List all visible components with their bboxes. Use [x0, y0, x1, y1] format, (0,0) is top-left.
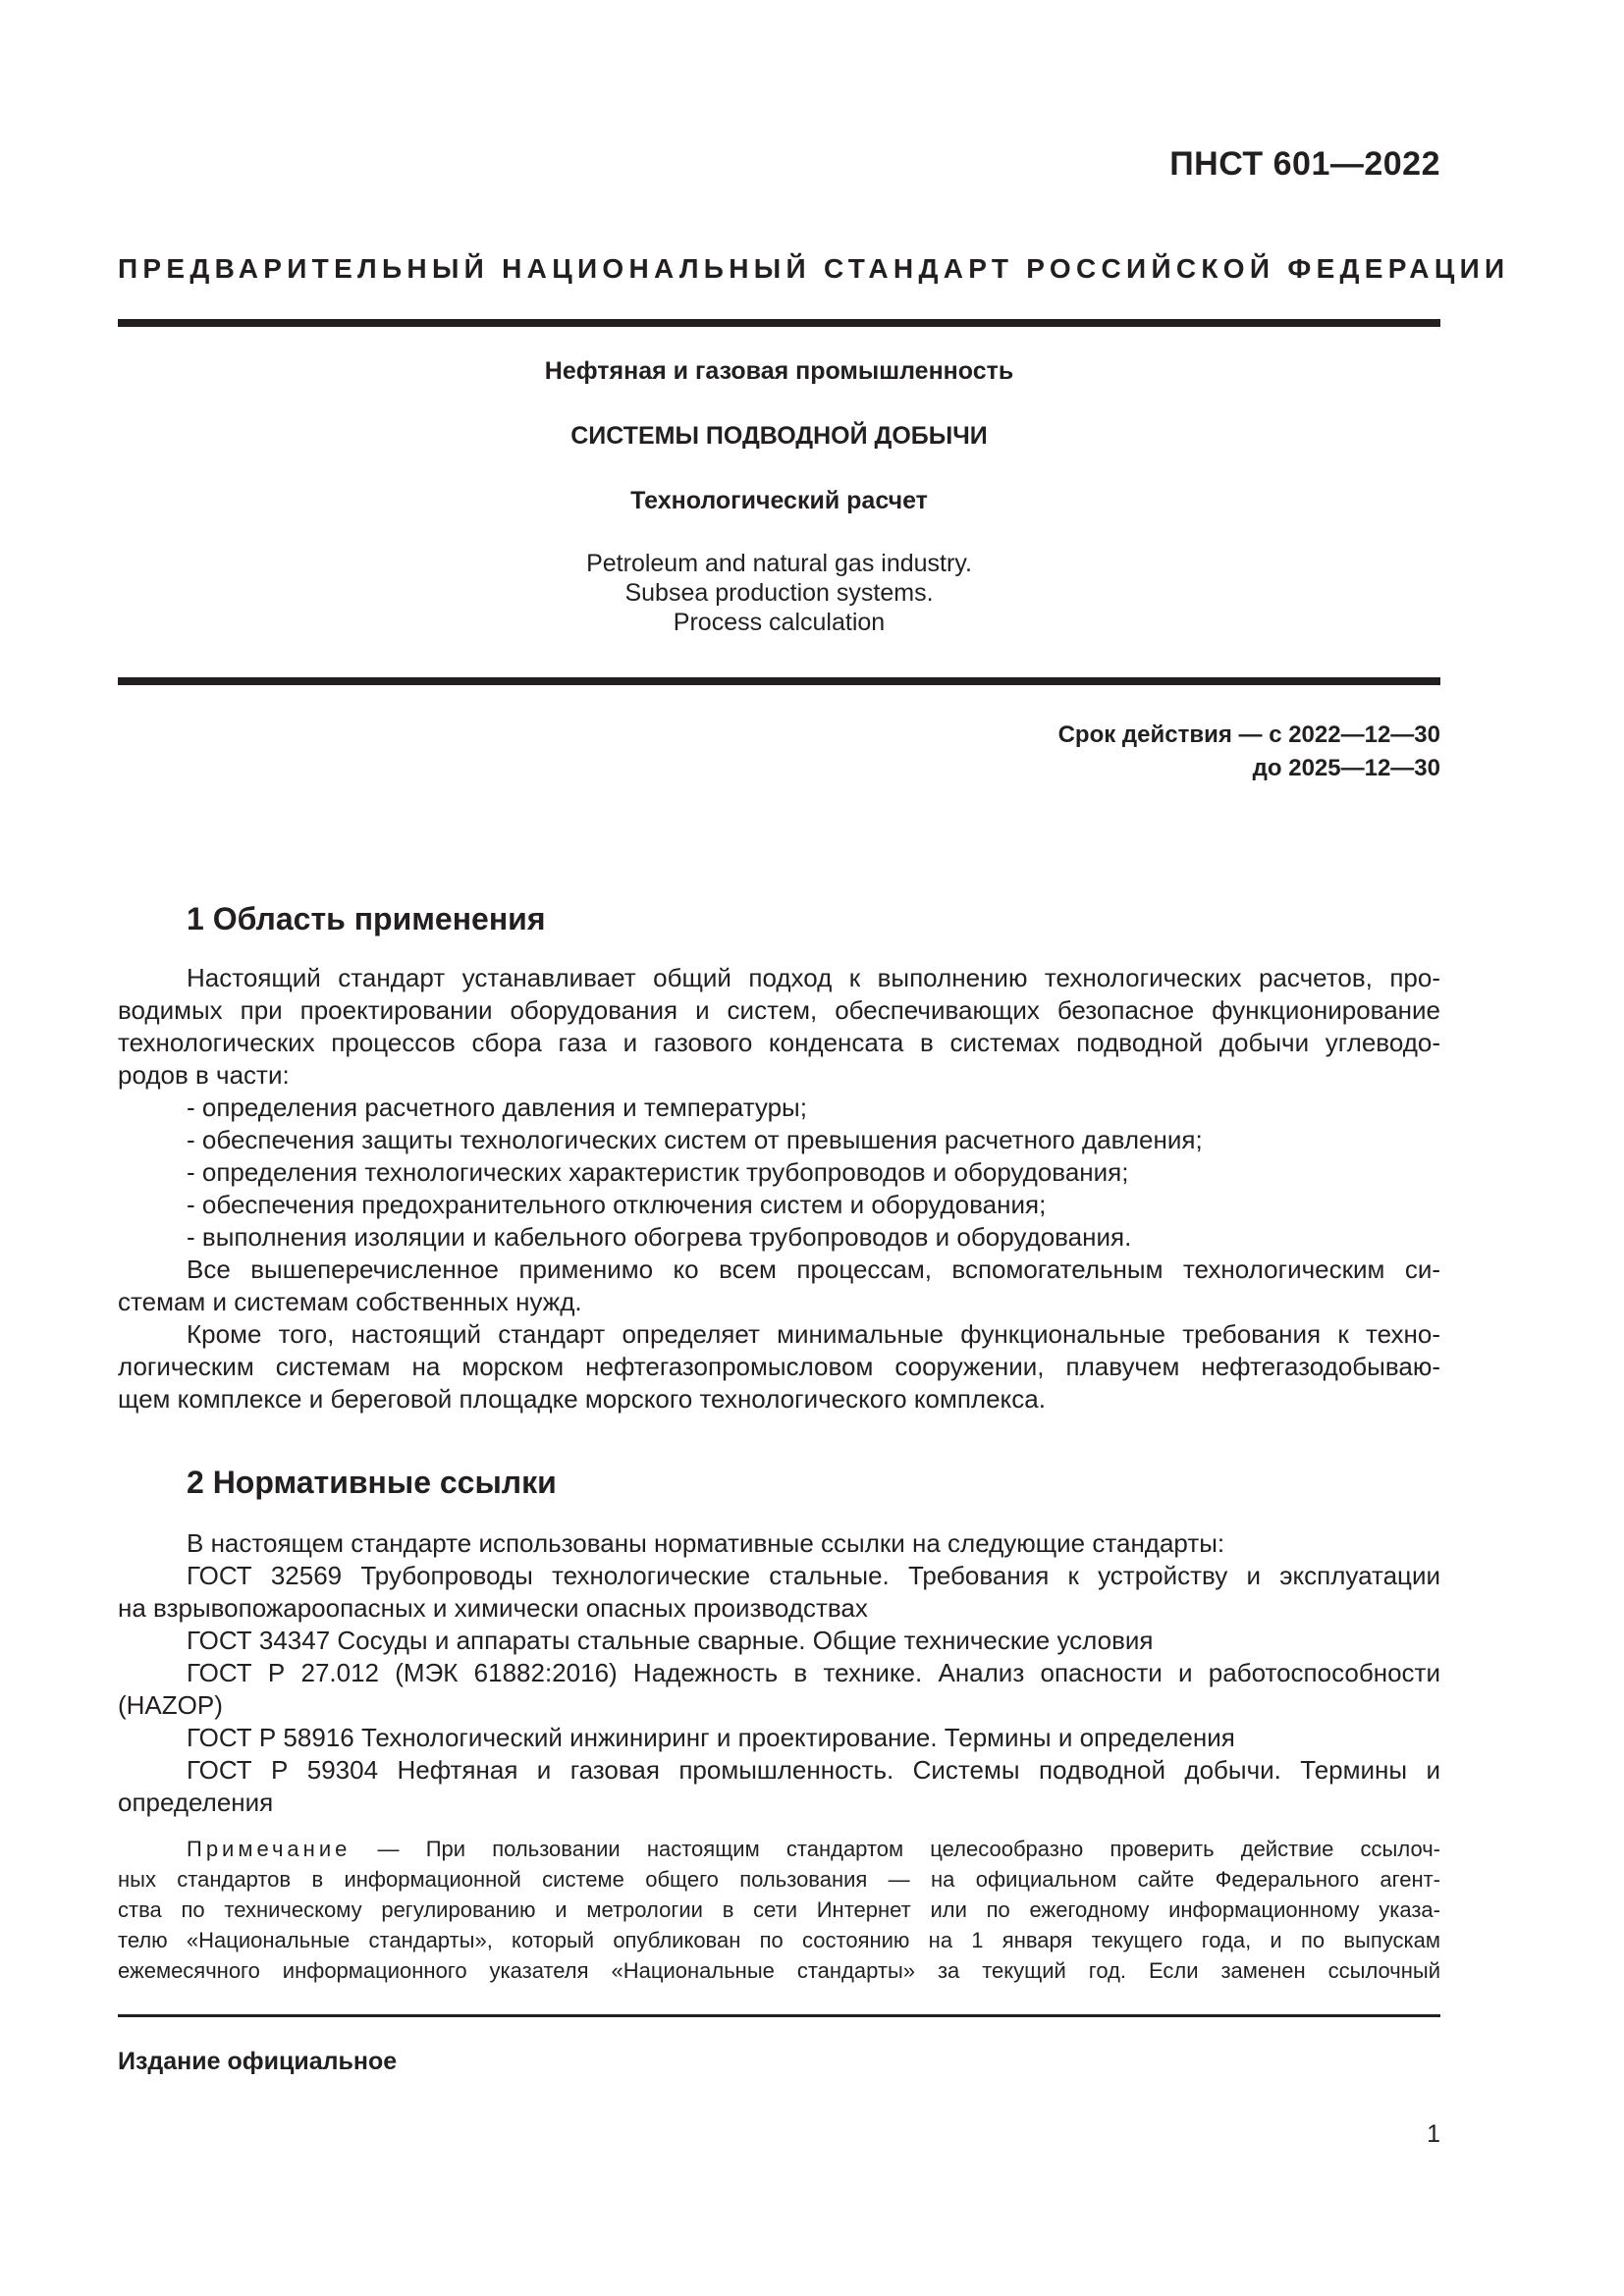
validity-to: до 2025—12—30 — [1252, 755, 1440, 781]
list-item: - обеспечения защиты технологических систем от превышения расчетного давления; — [187, 1125, 1203, 1154]
paragraph-line: родов в части: — [118, 1060, 290, 1090]
reference-line: (HAZOP) — [118, 1690, 223, 1720]
reference-line: ГОСТ 32569 Трубопроводы технологические стальные. Требования к устройству и эксплуатации — [187, 1561, 1440, 1590]
english-title-line: Subsea production systems. — [624, 579, 934, 607]
list-item: - обеспечения предохранительного отключения систем и оборудования; — [187, 1190, 1047, 1219]
paragraph-line: стемам и системам собственных нужд. — [118, 1287, 582, 1316]
paragraph-line: водимых при проектировании оборудования и систем, обеспечивающих безопасное функционирование — [118, 995, 1440, 1025]
section-scope-body — [118, 962, 1440, 1415]
reference-line: ГОСТ 34347 Сосуды и аппараты стальные сварные. Общие технические условия — [187, 1626, 1154, 1655]
section-heading-scope: 1 Область применения — [187, 901, 546, 936]
english-title-line: Petroleum and natural gas industry. — [586, 550, 972, 577]
page-number: 1 — [1427, 2120, 1440, 2148]
list-item: - определения технологических характеристик трубопроводов и оборудования; — [187, 1157, 1129, 1187]
standard-designation: ПНСТ 601—2022 — [1169, 145, 1440, 183]
header-rule — [118, 319, 1440, 327]
note-line: ства по техническому регулированию и метрологии в сети Интернет или по ежегодному информационному указа- — [118, 1897, 1440, 1922]
reference-line: определения — [118, 1788, 274, 1817]
note-label: Примечание — [187, 1837, 352, 1861]
official-edition-label: Издание официальное — [118, 2048, 398, 2075]
paragraph-line: логическим системам на морском нефтегазопромысловом сооружении, плавучем нефтегазодобываю- — [118, 1352, 1440, 1381]
validity-period — [1058, 719, 1440, 785]
note-text: — При пользовании настоящим стандартом целесообразно проверить действие ссылоч- — [377, 1837, 1440, 1861]
subtitle: Технологический расчет — [630, 487, 928, 514]
note-block — [118, 1834, 1440, 1986]
note-line: ежемесячного информационного указателя «Национальные стандарты» за текущий год. Если заменен ссылочный — [118, 1958, 1440, 1983]
list-item: - определения расчетного давления и температуры; — [187, 1093, 807, 1122]
reference-line: ГОСТ Р 58916 Технологический инжиниринг и проектирование. Термины и определения — [187, 1723, 1235, 1752]
section-heading-references: 2 Нормативные ссылки — [187, 1465, 557, 1500]
validity-from: Срок действия — с 2022—12—30 — [1057, 721, 1440, 748]
note-line — [118, 1834, 1440, 1864]
title-rule — [118, 677, 1440, 685]
list-item: - выполнения изоляции и кабельного обогрева трубопроводов и оборудования. — [187, 1222, 1132, 1252]
reference-line: ГОСТ Р 59304 Нефтяная и газовая промышленность. Системы подводной добычи. Термины и — [187, 1755, 1440, 1785]
paragraph-line: В настоящем стандарте использованы нормативные ссылки на следующие стандарты: — [187, 1528, 1225, 1558]
paragraph-line: Настоящий стандарт устанавливает общий подход к выполнению технологических расчетов, про- — [187, 963, 1440, 992]
main-title: СИСТЕМЫ ПОДВОДНОЙ ДОБЫЧИ — [570, 422, 988, 450]
paragraph-line: щем комплексе и береговой площадке морского технологического комплекса. — [118, 1384, 1046, 1414]
reference-line: ГОСТ Р 27.012 (МЭК 61882:2016) Надежность в технике. Анализ опасности и работоспособности — [187, 1658, 1440, 1687]
paragraph-line: Все вышеперечисленное применимо ко всем процессам, вспомогательным технологическим си- — [187, 1255, 1440, 1284]
section-references-body — [118, 1527, 1440, 1819]
footer-rule — [118, 2014, 1440, 2017]
note-line: телю «Национальные стандарты», который опубликован по состоянию на 1 января текущего года, и по выпускам — [118, 1928, 1440, 1952]
paragraph-line: технологических процессов сбора газа и газового конденсата в системах подводной добычи углеводо- — [118, 1028, 1440, 1057]
note-line: ных стандартов в информационной системе общего пользования — на официальном сайте Федерального агент- — [118, 1867, 1440, 1892]
english-title-line: Process calculation — [673, 609, 886, 636]
paragraph-line: Кроме того, настоящий стандарт определяет минимальные функциональные требования к техно- — [187, 1319, 1440, 1349]
industry-title: Нефтяная и газовая промышленность — [544, 357, 1014, 385]
standard-type: ПРЕДВАРИТЕЛЬНЫЙ НАЦИОНАЛЬНЫЙ СТАНДАРТ РОССИЙСКОЙ ФЕДЕРАЦИИ — [118, 253, 1510, 284]
reference-line: на взрывопожароопасных и химически опасных производствах — [118, 1593, 868, 1623]
